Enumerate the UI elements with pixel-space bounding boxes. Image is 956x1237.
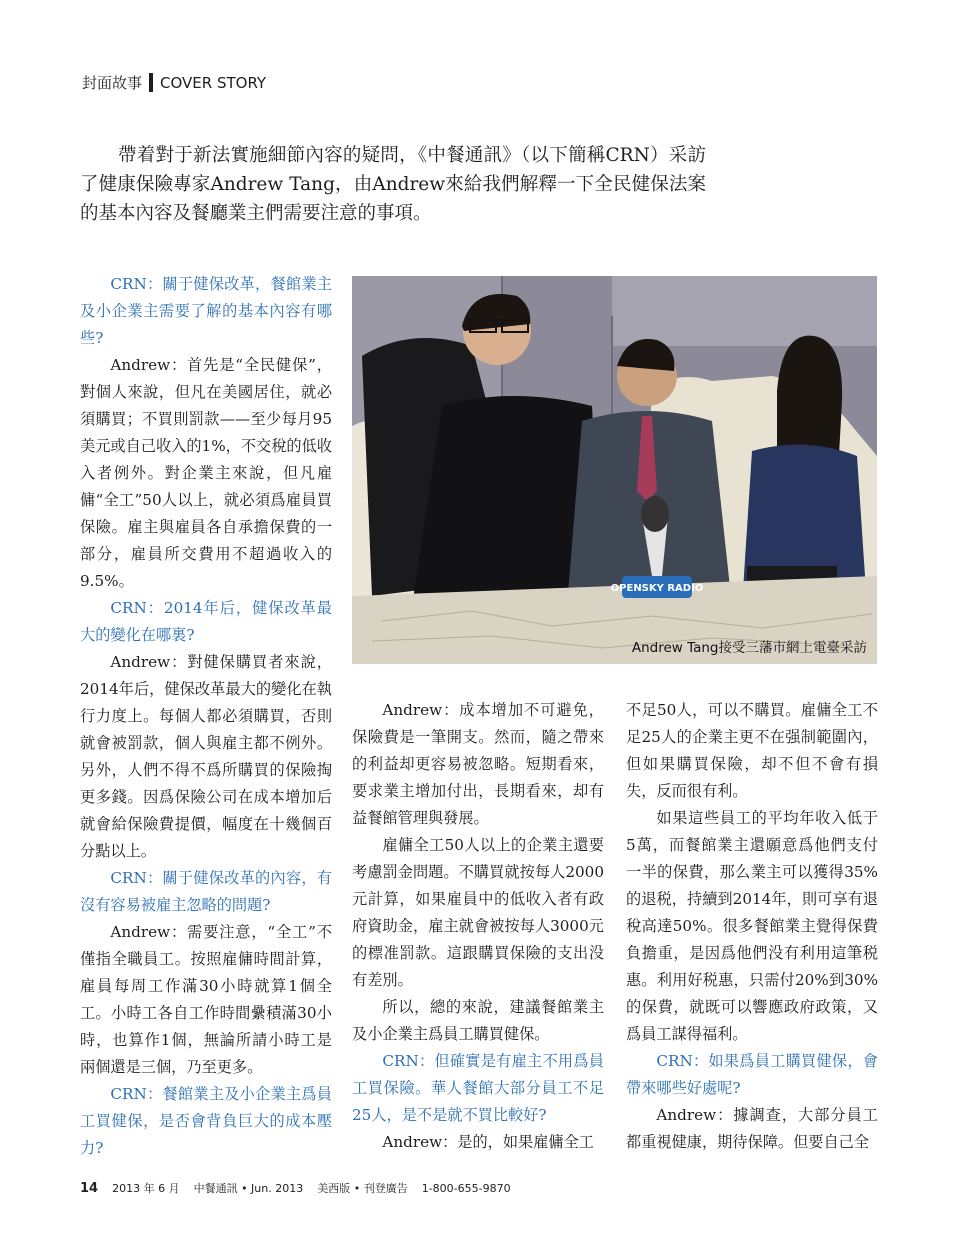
article-column-2 <box>352 697 604 1156</box>
interview-photo <box>352 276 877 664</box>
phone-number: 1-800-655-9870 <box>421 1182 511 1195</box>
question-paragraph: CRN：關于健保改革的內容，有沒有容易被雇主忽略的問題? <box>80 869 332 914</box>
issue-title: 中餐通訊 • Jun. 2013 <box>193 1182 304 1195</box>
header-divider <box>149 73 153 92</box>
answer-paragraph: Andrew：首先是“全民健保”，對個人來說，但凡在美國居住，就必須購買；不買則罰款——至少每月95美元或自己收入的1%，不交稅的低收入者例外。對企業主來說，但凡雇傭“全工”50人以上，就必須爲雇員買保險。雇主與雇員各自承擔保費的一部分，雇員所交費用不超過收入的9.5%。 <box>80 356 332 590</box>
answer-paragraph: 雇傭全工50人以上的企業主還要考慮罰金問題。不購買就按每人2000元計算，如果雇員中的低收入者有政府資助金，雇主就會被按每人3000元的標准罰款。這跟購買保險的支出没有差別。 <box>352 836 604 989</box>
question-paragraph: CRN：2014年后，健保改革最大的變化在哪裏? <box>80 599 332 644</box>
intro-text: 帶着對于新法實施細節內容的疑問，《中餐通訊》（以下簡稱CRN）采訪了健康保險專家Andrew Tang，由Andrew來給我們解釋一下全民健保法案的基本內容及餐廳業主們需要注意的事項。 <box>80 145 706 224</box>
answer-paragraph: Andrew：需要注意，“全工”不僅指全職員工。按照雇傭時間計算，雇員每周工作滿30小時就算1個全工。小時工各自工作時間纍積滿30小時，也算作1個，無論所請小時工是兩個還是三個，乃至更多。 <box>80 923 332 1076</box>
intro-paragraph <box>80 141 706 228</box>
question-paragraph: CRN：餐館業主及小企業主爲員工買健保，是否會背負巨大的成本壓力? <box>80 1085 332 1157</box>
section-label-cn: 封面故事 <box>82 74 143 92</box>
article-column-1 <box>80 271 332 1162</box>
issue-date: 2013 年 6 月 <box>112 1182 180 1195</box>
photo-illustration <box>352 276 877 664</box>
radio-sign-text: OPENSKY RADIO <box>610 583 704 594</box>
answer-paragraph: Andrew：對健保購買者來說，2014年后，健保改革最大的變化在執行力度上。每個人都必須購買，否則就會被罰款，個人與雇主都不例外。另外，人們不得不爲所購買的保險掏更多錢。因爲保險公司在成本增加后就會給保險費提價，幅度在十幾個百分點以上。 <box>80 653 332 860</box>
photo-caption: Andrew Tang接受三藩市網上電臺采訪 <box>631 640 867 656</box>
question-paragraph: CRN：但確實是有雇主不用爲員工買保險。華人餐館大部分員工不足25人，是不是就不買比較好? <box>352 1052 604 1124</box>
page-footer <box>80 1180 511 1196</box>
answer-paragraph: Andrew：據調查，大部分員工都重視健康，期待保障。但要自己全 <box>626 1106 878 1151</box>
answer-paragraph: Andrew：是的，如果雇傭全工 <box>382 1133 594 1151</box>
answer-paragraph: Andrew：成本增加不可避免，保險費是一筆開支。然而，隨之帶來的利益却更容易被忽略。短期看來，要求業主增加付出，長期看來，却有益餐館管理與發展。 <box>352 701 604 827</box>
article-column-3 <box>626 697 878 1156</box>
edition-label: 美西版 • 刊登廣告 <box>317 1182 408 1195</box>
section-header <box>82 72 266 93</box>
answer-paragraph: 如果這些員工的平均年收入低于5萬，而餐館業主還願意爲他們支付一半的保費，那么業主可以獲得35%的退税，持續到2014年，則可享有退稅高達50%。很多餐館業主覺得保費負擔重，是因爲他們没有利用這筆税惠。利用好税惠，只需付20%到30%的保費，就既可以響應政府政策，又爲員工謀得福利。 <box>626 809 878 1043</box>
question-paragraph: CRN：如果爲員工購買健保，會帶來哪些好處呢? <box>626 1052 878 1097</box>
answer-paragraph: 所以，總的來說，建議餐館業主及小企業主爲員工購買健保。 <box>352 998 604 1043</box>
question-paragraph: CRN：關于健保改革，餐館業主及小企業主需要了解的基本內容有哪些? <box>80 275 332 347</box>
section-label-en: COVER STORY <box>160 73 267 92</box>
continued-paragraph: 不足50人，可以不購買。雇傭全工不足25人的企業主更不在强制範圍內，但如果購買保險，却不但不會有損失，反而很有利。 <box>626 701 878 800</box>
page-number: 14 <box>80 1181 99 1196</box>
